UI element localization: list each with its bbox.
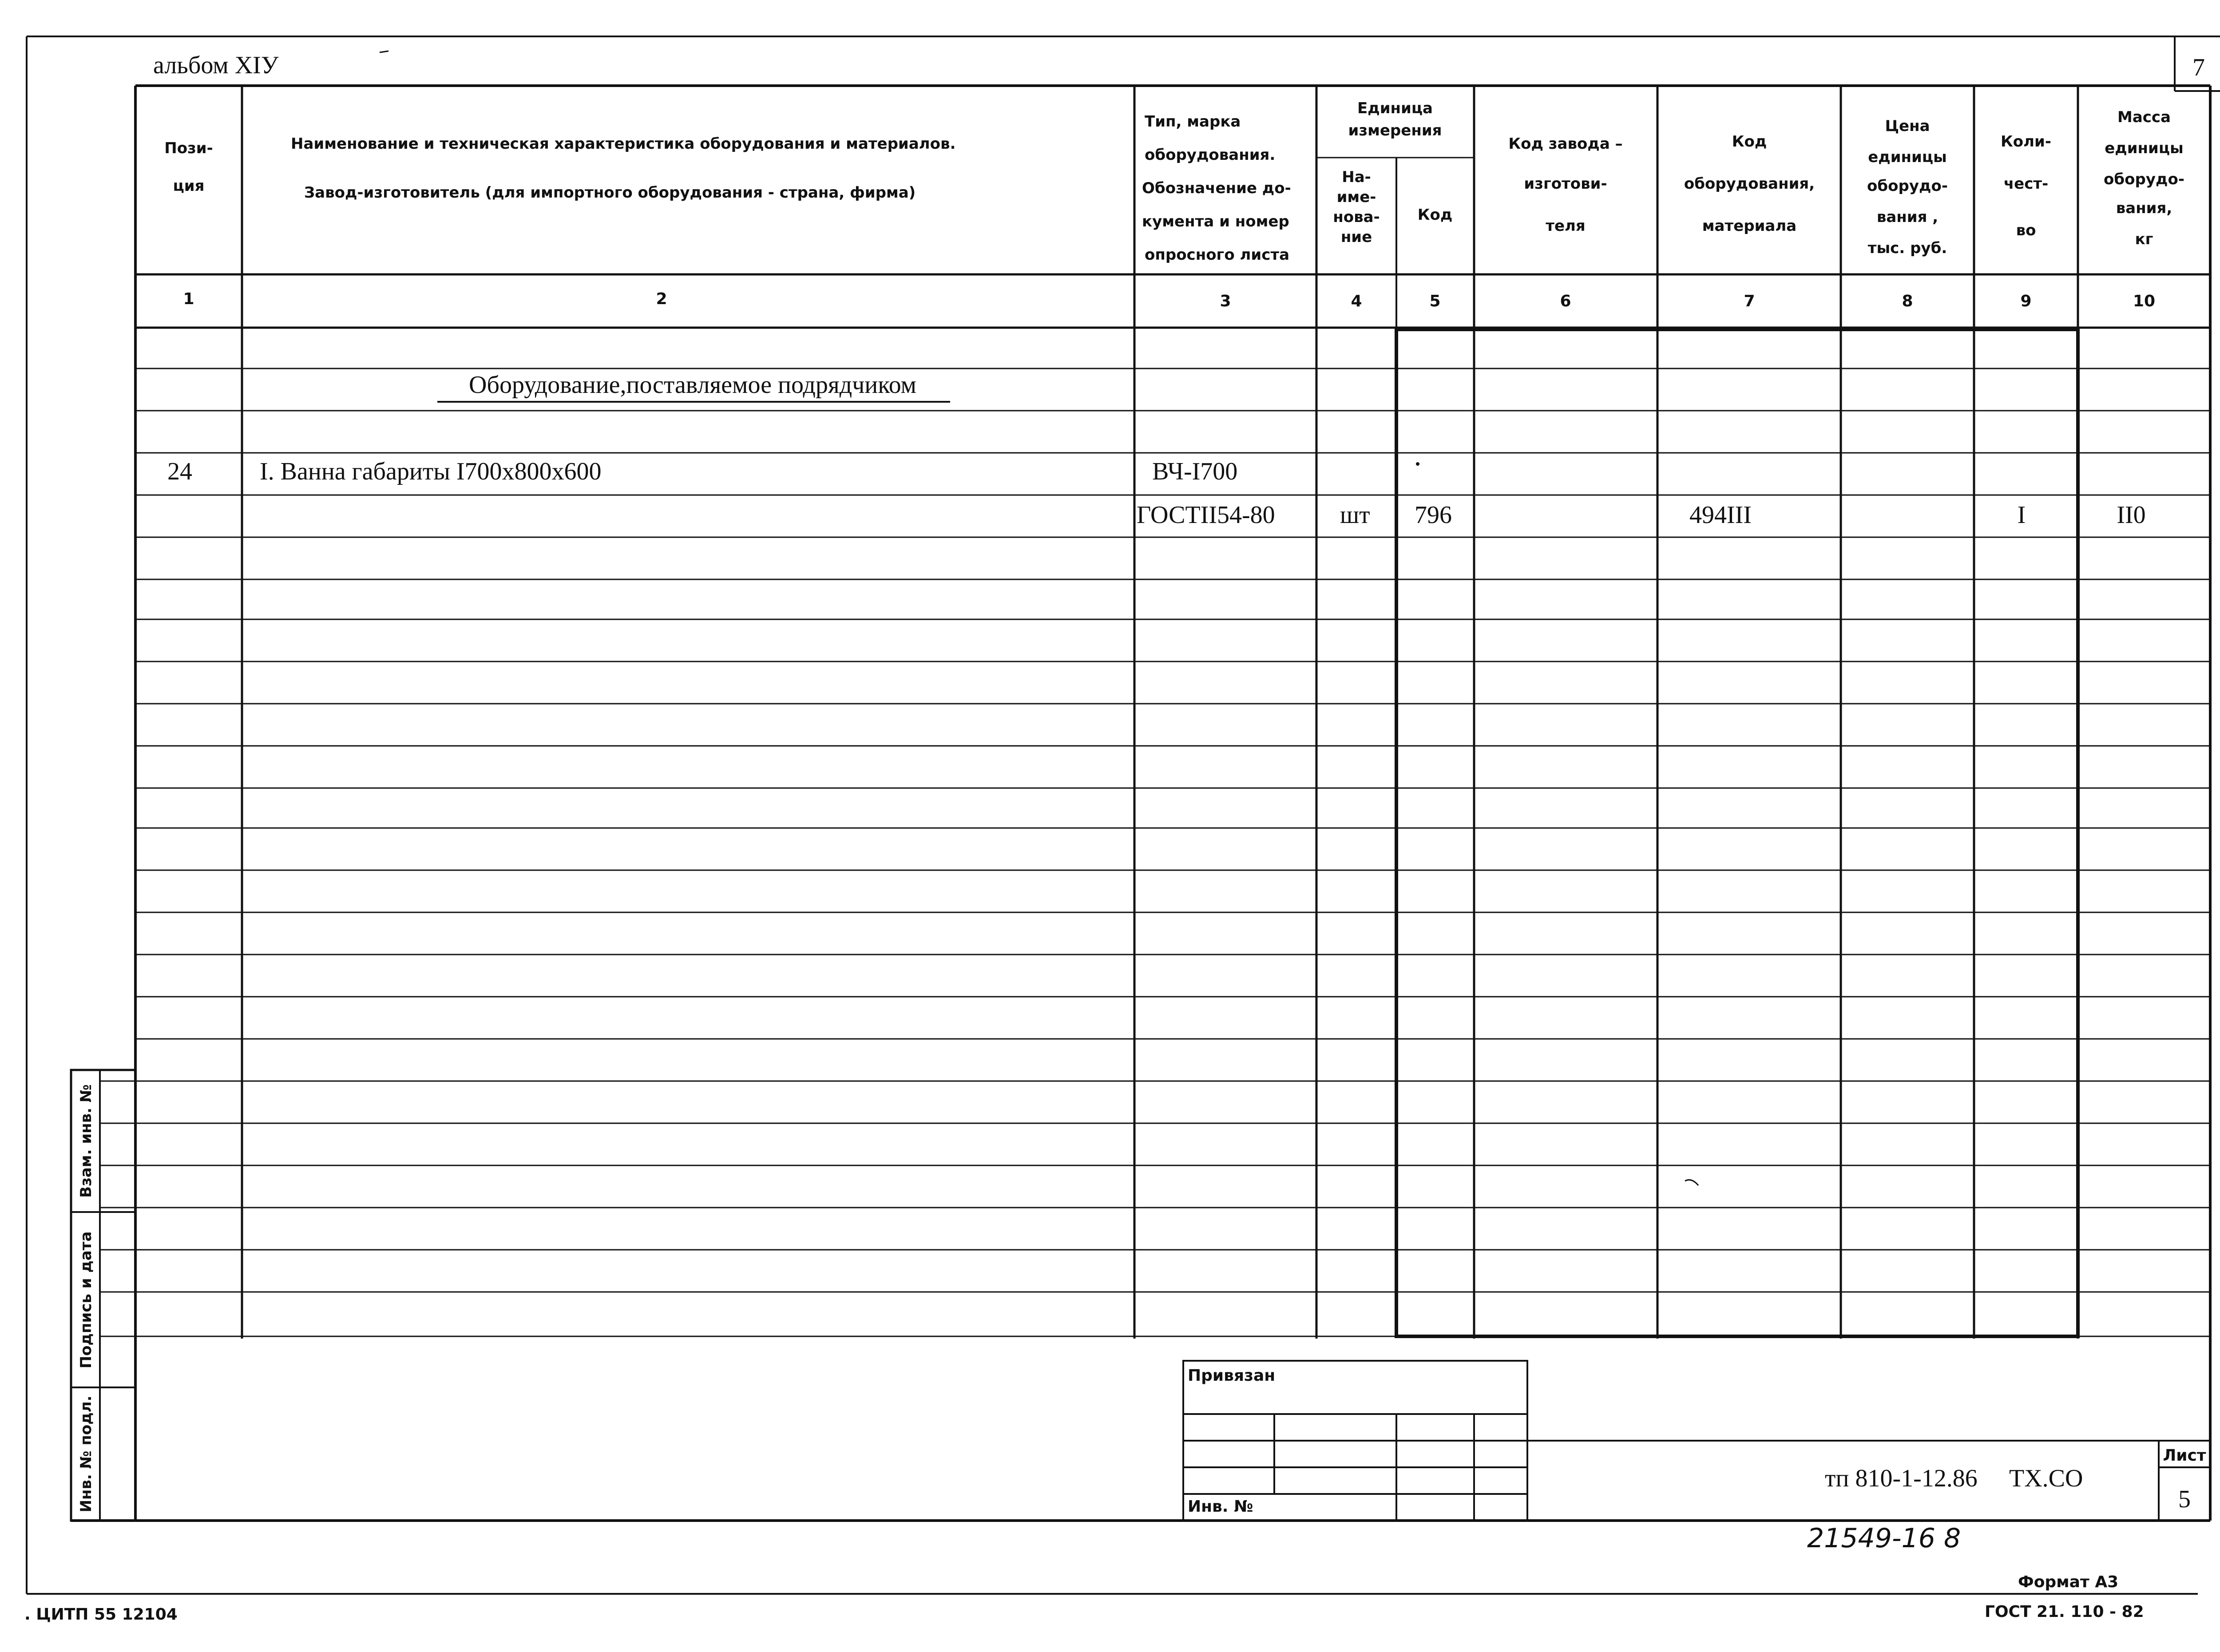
column-3-title-line1: Тип, марка [1145,113,1241,131]
side-stamp-podpis-data: Подпись и дата [77,1231,95,1369]
row1-name: I. Ванна габариты I700x800x600 [260,458,602,485]
table-row [1137,501,2146,529]
column-number-2: 2 [656,290,667,308]
row2-mass: II0 [2117,501,2146,529]
sheet-frame [27,36,2220,1594]
row2-unit-code: 796 [1415,501,1452,529]
column-9-title-line2: чест- [2003,175,2049,193]
row2-equipment-code: 494III [1689,501,1752,529]
column-number-7: 7 [1744,292,1755,310]
row2-unit: шт [1340,501,1370,529]
column-8-title-line4: вания , [1876,208,1939,226]
column-8-title-line3: оборудо- [1867,177,1948,195]
column-4-title-line1: На- [1342,168,1371,186]
column-8-title-line5: тыс. руб. [1867,239,1947,257]
column-4-title-line3: нова- [1333,208,1380,226]
column-number-3: 3 [1220,292,1231,310]
section-title: Оборудование,поставляемое подрядчиком [469,371,916,399]
column-10-title-line4: вания, [2116,199,2172,217]
privyazan-label: Привязан [1188,1367,1276,1385]
column-number-8: 8 [1902,292,1913,310]
column-3-title-line4: кумента и номер [1142,213,1289,230]
column-10-title-line3: оборудо- [2104,170,2184,188]
column-7-title-line3: материала [1702,217,1797,235]
format-label: Формат А3 [2018,1573,2119,1591]
side-stamp-vzam-inv: Взам. инв. № [77,1084,95,1198]
column-7-header [1684,133,1815,235]
column-number-1: 1 [183,290,194,308]
column-2-title-line1: Наименование и техническая характеристика оборудования и материалов. [291,135,956,153]
doc-suffix: ТХ.СО [2009,1465,2083,1492]
row2-quantity: I [2017,501,2026,529]
column-10-title-line5: кг [2135,230,2153,248]
column-2-header [291,135,955,202]
gost-label: ГОСТ 21. 110 - 82 [1985,1603,2144,1621]
column-5-title: Код [1417,206,1453,224]
column-5-header [1418,206,1453,224]
column-number-5: 5 [1429,292,1441,310]
column-3-header [1142,113,1291,264]
sheet-label: Лист [2163,1446,2206,1465]
column-10-title-line2: единицы [2105,139,2184,157]
table-row [167,458,1237,485]
column-4-title-line4: ние [1340,228,1372,246]
column-3-title-line3: Обозначение до- [1142,179,1291,197]
unit-group-line2: измерения [1348,122,1442,139]
column-1-title-line1: Пози- [164,139,213,157]
column-9-title-line1: Коли- [2001,133,2051,151]
column-10-title-line1: Масса [2117,108,2171,126]
column-number-6: 6 [1560,292,1571,310]
column-10-header [2104,108,2184,248]
column-6-title-line2: изготови- [1524,175,1607,193]
column-number-9: 9 [2020,292,2032,310]
column-8-header [1867,117,1948,257]
column-number-10: 10 [2133,292,2156,310]
column-4-title-line2: име- [1336,188,1376,206]
column-4-header [1333,168,1380,246]
column-7-title-line1: Код [1732,133,1767,151]
column-3-title-line5: опросного листа [1145,246,1290,264]
column-3-title-line2: оборудования. [1145,146,1276,164]
handwritten-number: 21549-16 8 [1807,1523,1961,1554]
column-7-title-line2: оборудования, [1684,175,1815,193]
side-stamp-inv-podl: Инв. № подл. [77,1395,95,1513]
unit-group-line1: Единица [1357,99,1433,117]
column-8-title-line1: Цена [1885,117,1930,135]
column-1-header [164,139,213,195]
page-corner-number: 7 [2192,54,2205,81]
doc-code: тп 810-1-12.86 [1825,1465,1978,1492]
decor-marks [380,51,1698,1185]
column-numbers-row [183,290,2155,310]
sheet-number: 5 [2178,1486,2191,1513]
column-number-4: 4 [1351,292,1362,310]
inv-no-label: Инв. № [1188,1497,1253,1516]
unit-group-header [1348,99,1442,139]
row1-type: ВЧ-I700 [1152,458,1238,485]
column-2-title-line2: Завод-изготовитель (для импортного оборудования - страна, фирма) [304,184,916,202]
column-1-title-line2: ция [173,177,205,195]
album-label: альбом XIУ [153,52,279,79]
column-8-title-line2: единицы [1868,148,1947,166]
column-9-header [2001,133,2051,239]
publisher-label: . ЦИТП 55 12104 [24,1605,178,1624]
row1-position: 24 [167,458,192,485]
row2-type: ГОСТII54-80 [1137,501,1275,529]
column-6-title-line1: Код завода – [1508,135,1623,153]
column-6-title-line3: теля [1546,217,1586,235]
column-6-header [1508,135,1622,235]
column-9-title-line3: во [2016,222,2036,239]
